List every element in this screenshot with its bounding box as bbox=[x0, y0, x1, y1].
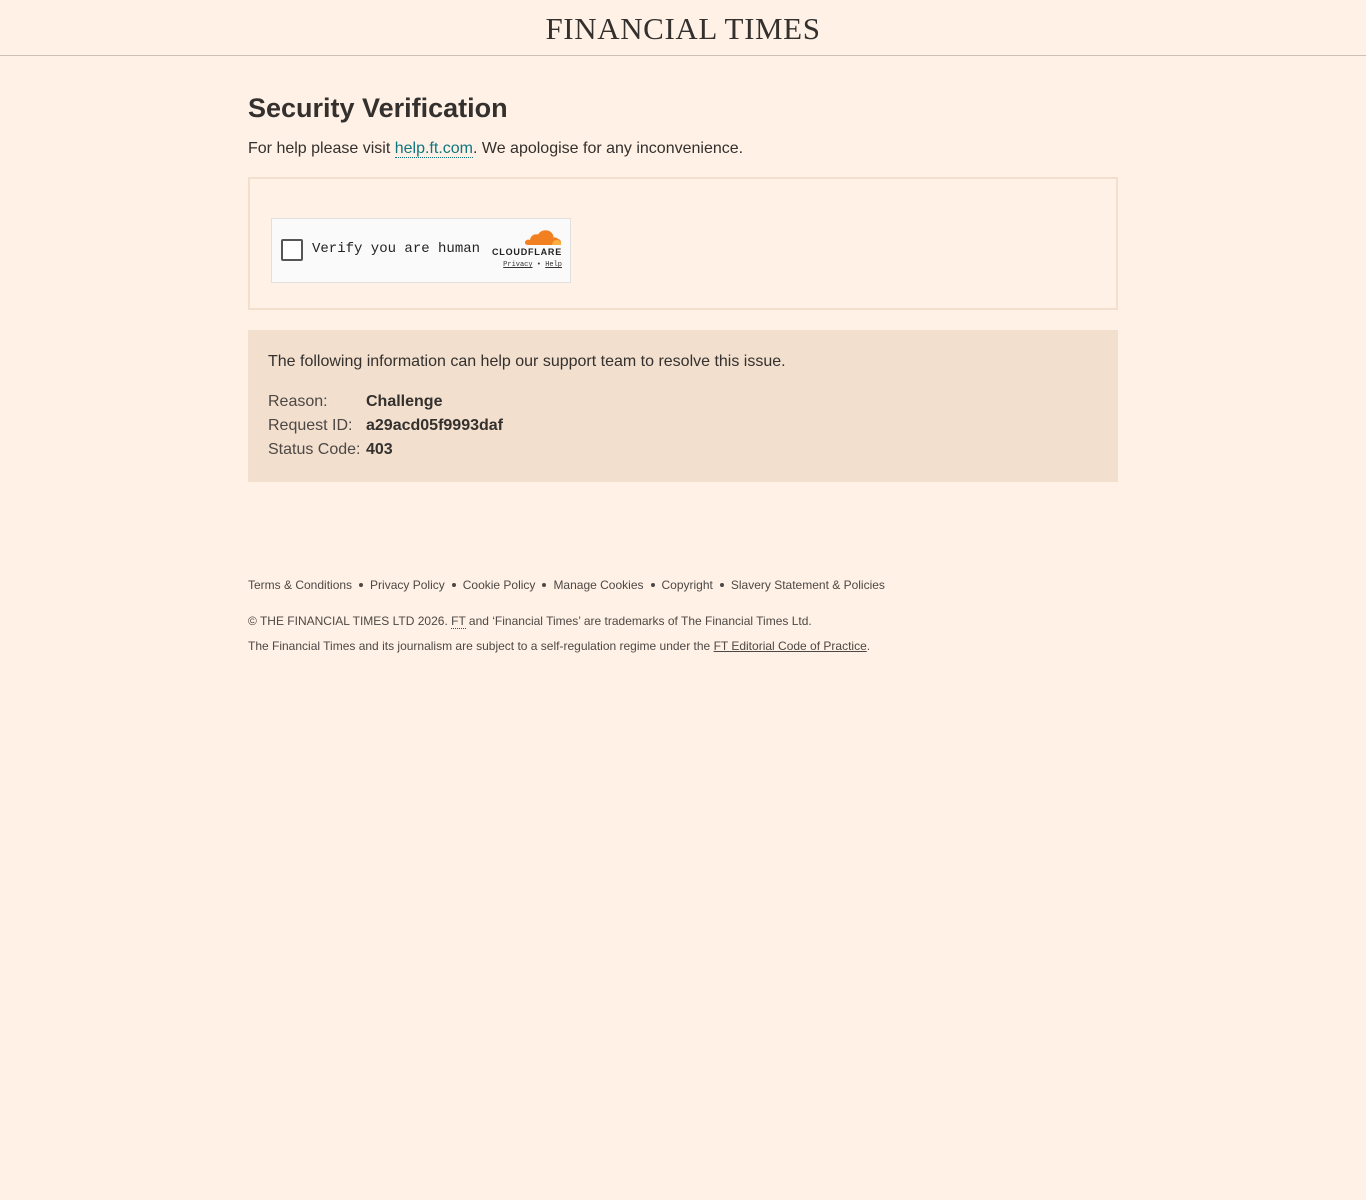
footer-link-slavery-statement[interactable]: Slavery Statement & Policies bbox=[730, 578, 885, 592]
masthead bbox=[0, 0, 1366, 56]
ft-logo[interactable]: FINANCIAL TIMES bbox=[545, 10, 821, 46]
bullet-separator bbox=[542, 583, 546, 587]
bullet-separator bbox=[720, 583, 724, 587]
help-prefix: For help please visit bbox=[248, 140, 395, 157]
regulation-suffix: . bbox=[866, 639, 871, 653]
bullet-separator bbox=[359, 583, 363, 587]
info-key: Status Code: bbox=[268, 441, 361, 458]
info-row-reason bbox=[268, 390, 1098, 414]
help-text bbox=[248, 138, 1118, 160]
info-row-status-code bbox=[268, 438, 1098, 462]
copyright-notice bbox=[248, 613, 1118, 629]
page-title: Security Verification bbox=[248, 93, 508, 123]
bullet-separator bbox=[651, 583, 655, 587]
info-key: Reason: bbox=[268, 393, 328, 410]
help-link-turnstile[interactable]: Help bbox=[545, 261, 562, 269]
footer-link-cookie-policy[interactable]: Cookie Policy bbox=[462, 578, 536, 592]
verify-checkbox[interactable] bbox=[281, 239, 303, 261]
cloudflare-cloud-icon bbox=[524, 229, 562, 246]
footer-link-manage-cookies[interactable]: Manage Cookies bbox=[553, 578, 644, 592]
info-key: Request ID: bbox=[268, 417, 353, 434]
link-separator: • bbox=[536, 261, 541, 269]
info-value: a29acd05f9993daf bbox=[366, 417, 503, 434]
info-row-request-id bbox=[268, 414, 1098, 438]
editorial-code-link[interactable]: FT Editorial Code of Practice bbox=[713, 639, 867, 653]
footer-link-privacy[interactable]: Privacy Policy bbox=[370, 578, 445, 592]
footer bbox=[248, 577, 1118, 654]
cloudflare-wordmark: CLOUDFLARE bbox=[492, 247, 562, 257]
cloudflare-brand bbox=[484, 229, 562, 270]
main-content bbox=[248, 56, 1118, 654]
challenge-container bbox=[248, 177, 1118, 310]
copyright-prefix: © THE FINANCIAL TIMES LTD 2026. bbox=[248, 614, 452, 628]
help-link[interactable]: help.ft.com bbox=[394, 140, 473, 157]
info-value: 403 bbox=[366, 441, 393, 458]
footer-link-terms[interactable]: Terms & Conditions bbox=[248, 578, 353, 592]
footer-link-copyright[interactable]: Copyright bbox=[661, 578, 713, 592]
turnstile-widget bbox=[271, 218, 571, 283]
cloudflare-links bbox=[484, 261, 562, 270]
verify-label: Verify you are human bbox=[312, 241, 481, 257]
support-info-intro: The following information can help our support team to resolve this issue. bbox=[268, 353, 786, 370]
info-value: Challenge bbox=[366, 393, 443, 410]
help-suffix: . We apologise for any inconvenience. bbox=[473, 140, 744, 157]
regulation-prefix: The Financial Times and its journalism are subject to a self-regulation regime under the bbox=[248, 639, 714, 653]
bullet-separator bbox=[452, 583, 456, 587]
support-info-panel bbox=[248, 330, 1118, 482]
privacy-link[interactable]: Privacy bbox=[503, 261, 533, 269]
regulation-notice bbox=[248, 638, 1118, 654]
ft-abbreviation: FT bbox=[451, 614, 466, 628]
footer-links bbox=[248, 577, 1118, 593]
copyright-suffix: and ‘Financial Times’ are trademarks of The Financial Times Ltd. bbox=[465, 614, 812, 628]
